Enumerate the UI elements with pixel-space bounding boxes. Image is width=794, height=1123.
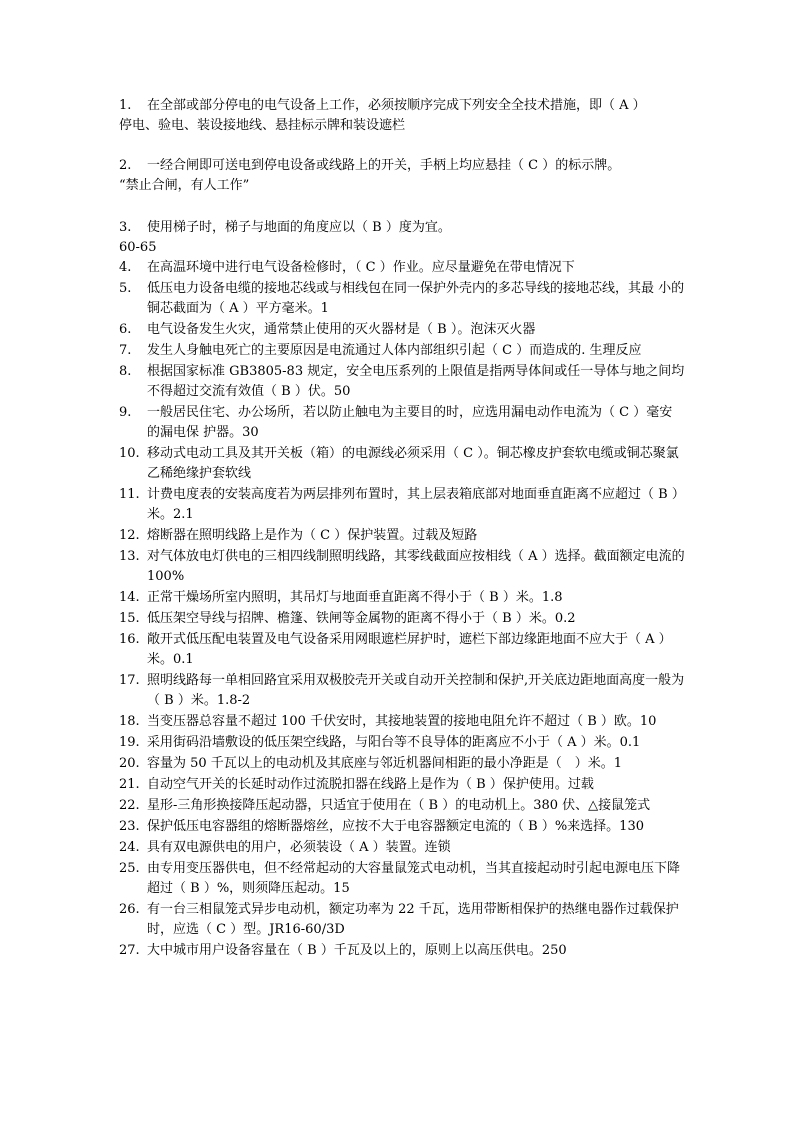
list-item (119, 547, 685, 587)
item-text: 计费电度表的安装高度若为两层排列布置时，其上层表箱底部对地面垂直距离不应超过（ B ）米。2.1 (147, 487, 685, 522)
item-number: 5. (119, 281, 132, 296)
item-text: 在高温环境中进行电气设备检修时，（ C ）作业。应尽量避免在带电情况下 (147, 260, 575, 275)
list-item (119, 218, 685, 238)
item-number: 15. (119, 611, 140, 626)
item-text: 自动空气开关的长延时动作过流脱扣器在线路上是作为（ B ）保护使用。过载 (147, 777, 594, 792)
item-number: 10. (119, 446, 140, 461)
item-text: 电气设备发生火灾，通常禁止使用的灭火器材是（ B ）。泡沫灭火器 (147, 322, 536, 337)
list-item (119, 444, 685, 484)
list-item (119, 671, 685, 711)
item-text: 当变压器总容量不超过 100 千伏安时，其接地装置的接地电阻允许不超过（ B ）欧。10 (147, 714, 657, 729)
list-item (119, 796, 685, 816)
item-number: 8. (119, 364, 132, 379)
item-text: 熔断器在照明线路上是作为（ C ）保护装置。过载及短路 (147, 528, 478, 543)
item-number: 12. (119, 528, 140, 543)
item-text: 具有双电源供电的用户，必须装设（ A ）装置。连锁 (147, 840, 451, 855)
list-item (119, 900, 685, 940)
item-number: 9. (119, 405, 132, 420)
item-text: 移动式电动工具及其开关板（箱）的电源线必须采用（ C ）。铜芯橡皮护套软电缆或铜芯聚氯乙稀绝缘护套软线 (147, 446, 679, 481)
item-text: 容量为 50 千瓦以上的电动机及其底座与邻近机器间相距的最小净距是（ ）米。1 (147, 756, 623, 771)
item-text: 正常干燥场所室内照明，其吊灯与地面垂直距离不得小于（ B ）米。1.8 (147, 590, 563, 605)
item-number: 11. (119, 487, 140, 502)
list-item (119, 712, 685, 732)
item-number: 3. (119, 220, 132, 235)
item-text: 采用街码沿墙敷设的低压架空线路，与阳台等不良导体的距离应不小于（ A ）米。0.1 (147, 735, 641, 750)
item-number: 2. (119, 158, 132, 173)
item-text: 大中城市用户设备容量在（ B ）千瓦及以上的，原则上以高压供电。250 (147, 943, 567, 958)
list-item (119, 733, 685, 753)
item-text: 对气体放电灯供电的三相四线制照明线路，其零线截面应按相线（ A ）选择。截面额定电流的 100% (147, 549, 685, 584)
item-text: 星形-三角形换接降压起动器，只适宜于使用在（ B ）的电动机上。380 伏、△接鼠笼式 (147, 798, 651, 813)
item-text: 低压电力设备电缆的接地芯线或与相线包在同一保护外壳内的多芯导线的接地芯线，其最 小的铜芯截面为（ A ）平方毫米。1 (147, 281, 685, 316)
list-item (119, 279, 685, 319)
item-text: 保护低压电容器组的熔断器熔丝，应按不大于电容器额定电流的（ B ）%来选择。130 (147, 819, 644, 834)
item-number: 18. (119, 714, 140, 729)
list-item (119, 485, 685, 525)
item-text: 由专用变压器供电，但不经常起动的大容量鼠笼式电动机，当其直接起动时引起电源电压下降超过（ B ）%，则须降压起动。15 (147, 861, 681, 896)
list-item (119, 526, 685, 546)
item-continuation: 60-65 (119, 240, 157, 255)
item-text: 有一台三相鼠笼式异步电动机，额定功率为 22 千瓦，选用带断相保护的热继电器作过载保护时，应选（ C ）型。JR16-60/3D (147, 902, 679, 937)
list-item (119, 258, 685, 278)
list-item (119, 588, 685, 608)
list-item (119, 817, 685, 837)
item-number: 19. (119, 735, 140, 750)
item-text: 发生人身触电死亡的主要原因是电流通过人体内部组织引起（ C ）而造成的. 生理反应 (147, 343, 642, 358)
list-item (119, 838, 685, 858)
item-continuation: 停电、验电、装设接地线、悬挂标示牌和装设遮栏 (119, 118, 406, 133)
item-number: 7. (119, 343, 132, 358)
list-item (119, 609, 685, 629)
item-text: 一般居民住宅、办公场所，若以防止触电为主要目的时，应选用漏电动作电流为（ C ）毫安的漏电保 护器。30 (147, 405, 673, 440)
list-item (119, 754, 685, 774)
item-text: 根据国家标准 GB3805-83 规定，安全电压系列的上限值是指两导体间或任一导体与地之间均不得超过交流有效值（ B ）伏。50 (147, 364, 685, 399)
item-text: 在全部或部分停电的电气设备上工作，必须按顺序完成下列安全全技术措施，即（ A ） (147, 98, 646, 113)
list-item (119, 362, 685, 402)
item-number: 27. (119, 943, 140, 958)
item-text: 使用梯子时，梯子与地面的角度应以（ B ）度为宜。 (147, 220, 451, 235)
item-number: 26. (119, 902, 140, 917)
list-item (119, 941, 685, 961)
item-text: 低压架空导线与招牌、檐篷、铁闸等金属物的距离不得小于（ B ）米。0.2 (147, 611, 576, 626)
item-number: 21. (119, 777, 140, 792)
item-text: 一经合闸即可送电到停电设备或线路上的开关，手柄上均应悬挂（ C ）的标示牌。 (147, 158, 621, 173)
list-item (119, 630, 685, 670)
item-number: 4. (119, 260, 132, 275)
item-number: 20. (119, 756, 140, 771)
list-item (119, 320, 685, 340)
list-item (119, 775, 685, 795)
item-number: 22. (119, 798, 140, 813)
item-number: 16. (119, 632, 140, 647)
item-number: 6. (119, 322, 132, 337)
list-item (119, 96, 685, 116)
item-text: 敞开式低压配电装置及电气设备采用网眼遮栏屏护时，遮栏下部边缘距地面不应大于（ A ）米。0.1 (147, 632, 672, 667)
list-item (119, 341, 685, 361)
question-list (119, 96, 685, 961)
item-continuation: “禁止合闸，有人工作” (119, 178, 250, 193)
item-number: 23. (119, 819, 140, 834)
list-item (119, 859, 685, 899)
item-number: 1. (119, 98, 132, 113)
list-item (119, 403, 685, 443)
item-number: 24. (119, 840, 140, 855)
item-number: 17. (119, 673, 140, 688)
item-number: 13. (119, 549, 140, 564)
item-number: 14. (119, 590, 140, 605)
item-text: 照明线路每一单相回路宜采用双极胶壳开关或自动开关控制和保护,开关底边距地面高度一般为（ B ）米。1.8-2 (147, 673, 685, 708)
item-number: 25. (119, 861, 140, 876)
list-item (119, 156, 685, 176)
